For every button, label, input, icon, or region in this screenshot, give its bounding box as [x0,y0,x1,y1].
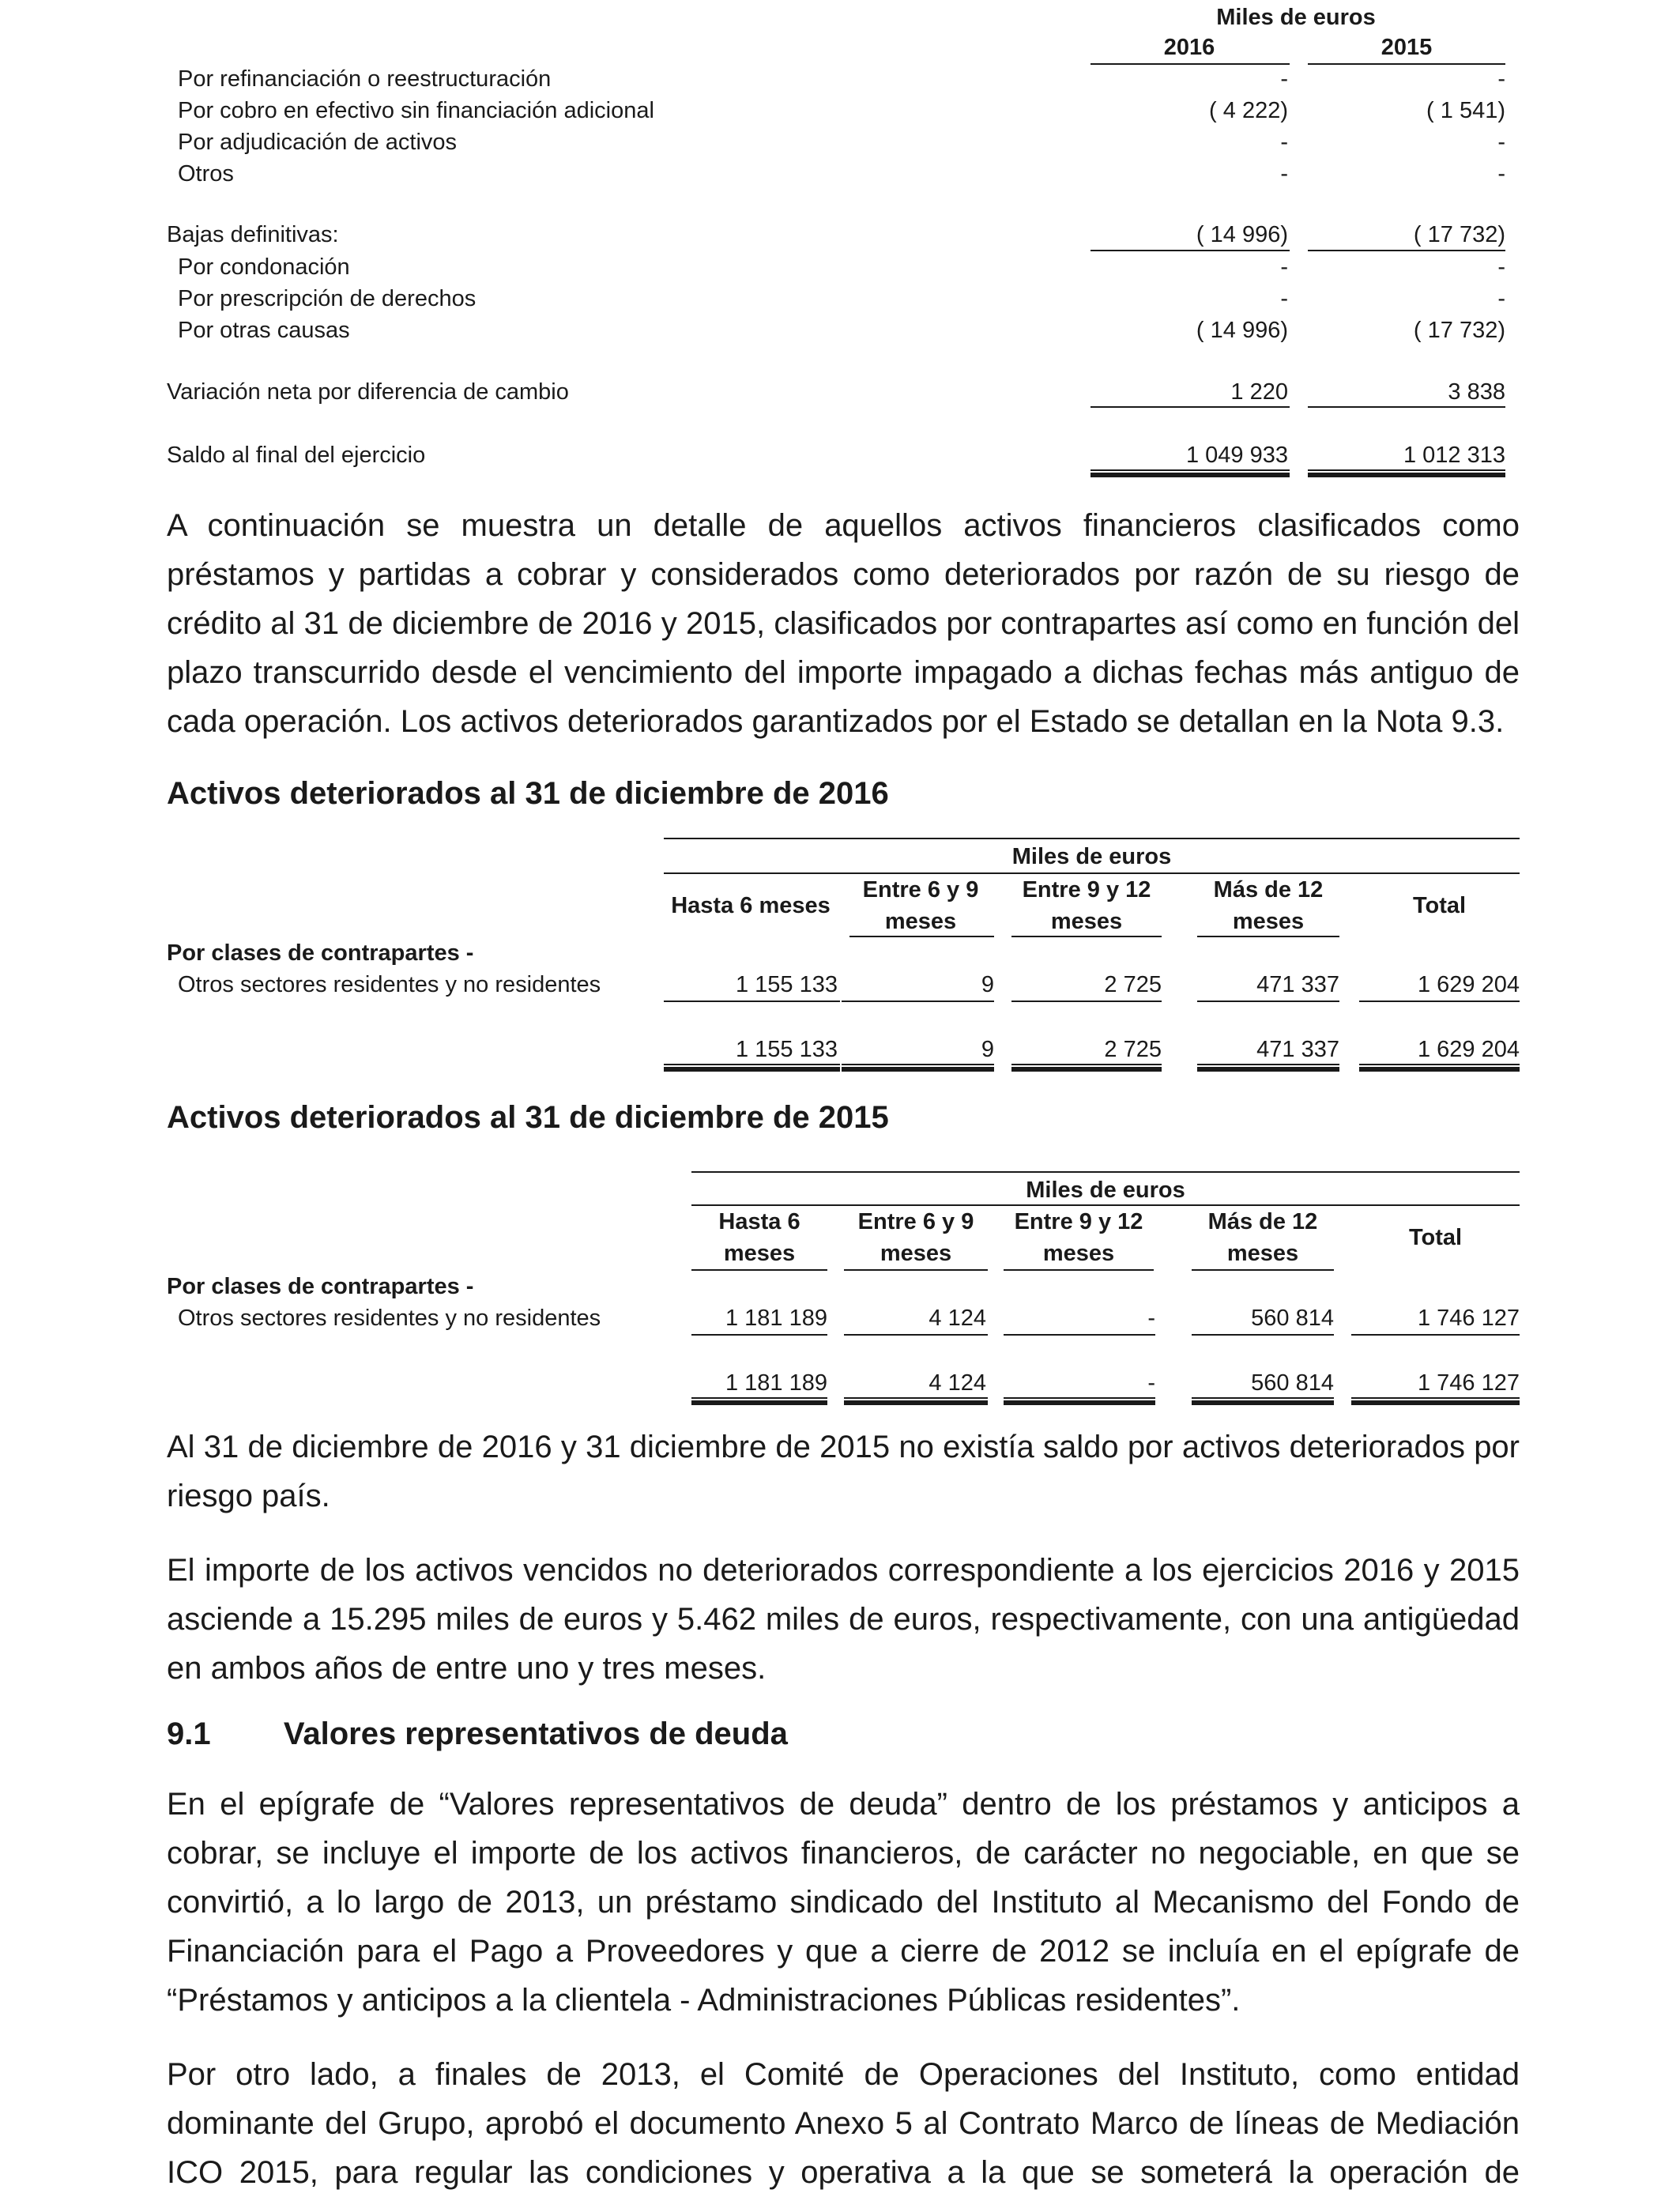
value-2015: - [1497,286,1505,311]
value-2015: ( 17 732) [1413,222,1505,247]
row-label: Por prescripción de derechos [178,286,477,311]
cell-value: 1 629 204 [1417,972,1520,997]
column-header: Hasta 6 meses [671,893,831,918]
value-2016: 1 049 933 [1185,443,1288,468]
section-number: 9.1 [167,1717,211,1751]
row-label: Por condonación [178,254,350,280]
cell-value: 1 181 189 [725,1306,827,1331]
value-2015: - [1497,254,1505,280]
table-title: Activos deteriorados al 31 de diciembre de 2015 [167,1100,889,1135]
section-label: Por clases de contrapartes - [167,1274,474,1299]
value-2016: ( 14 996) [1196,222,1288,247]
total-value: 2 725 [1104,1037,1162,1062]
value-2015: 1 012 313 [1403,443,1505,468]
row-label: Por cobro en efectivo sin financiación adicional [178,98,654,123]
value-2015: ( 1 541) [1426,98,1505,123]
value-2015: - [1497,161,1505,187]
column-header: Entre 9 y 12 meses [1014,1209,1143,1266]
column-header: Hasta 6 meses [718,1209,800,1266]
total-value: 1 629 204 [1417,1037,1520,1062]
total-value: 471 337 [1256,1037,1339,1062]
currency-label: Miles de euros [1011,844,1172,869]
section-label: Por clases de contrapartes - [167,940,474,966]
cell-value: 471 337 [1256,972,1339,997]
column-header-2015: 2015 [1381,35,1433,60]
cell-value: - [1147,1306,1155,1331]
column-header: Total [1408,1225,1463,1250]
paragraph: Por otro lado, a finales de 2013, el Comité de Operaciones del Instituto, como entidad dominante del Grupo, aprobó el documento Anexo 5 al Contrato Marco de líneas de Mediación ICO 2015, para regular las condiciones y operativa a la que se someterá la operación de [167,2057,1520,2190]
section-title: Valores representativos de deuda [283,1717,788,1751]
column-header: Entre 9 y 12 meses [1022,877,1151,934]
cell-value: 2 725 [1104,972,1162,997]
total-value: 4 124 [929,1370,986,1396]
paragraph: En el epígrafe de “Valores representativos de deuda” dentro de los préstamos y anticipos a cobrar, se incluye el importe de los activos financieros, de carácter no negociable, en que se convirtió, a lo largo de 2013, un préstamo sindicado del Instituto al Mecanismo del Fondo de Financiación para el Pago a Proveedores y que a cierre de 2012 se incluía en el epígrafe de “Préstamos y anticipos a la clientela - Administraciones Públicas residentes”. [167,1787,1520,2018]
paragraph: El importe de los activos vencidos no deteriorados correspondiente a los ejercicios 2016 y 2015 asciende a 15.295 miles de euros y 5.462 miles de euros, respectivamente, con una antigüedad en ambos años de entre uno y tres meses. [167,1553,1520,1686]
cell-value: 1 155 133 [735,972,838,997]
row-label: Por refinanciación o reestructuración [178,66,552,92]
currency-label: Miles de euros [1026,1178,1185,1203]
value-2016: 1 220 [1230,379,1288,405]
value-2016: ( 14 996) [1196,318,1288,343]
total-value: 1 181 189 [725,1370,827,1396]
total-value: 1 155 133 [735,1037,838,1062]
value-2016: - [1280,66,1288,92]
cell-value: 560 814 [1251,1306,1334,1331]
paragraph: A continuación se muestra un detalle de aquellos activos financieros clasificados como préstamos y partidas a cobrar y considerados como deteriorados por razón de su riesgo de crédito al 31 de diciembre de 2016 y 2015, clasificados por contrapartes así como en función del plazo transcurrido desde el vencimiento del importe impagado a dichas fechas más antiguo de cada operación. Los activos deteriorados garantizados por el Estado se detallan en la Nota 9.3. [167,508,1520,739]
value-2016: - [1280,130,1288,155]
column-header: Más de 12 meses [1207,1209,1318,1266]
column-header-2016: 2016 [1163,35,1215,60]
row-label: Por adjudicación de activos [178,130,458,155]
value-2016: - [1280,286,1288,311]
table-title: Activos deteriorados al 31 de diciembre de 2016 [167,776,889,811]
total-value: - [1147,1370,1155,1396]
section-heading [167,1717,788,1752]
row-label: Otros sectores residentes y no residentes [178,972,601,997]
cell-value: 9 [981,972,994,997]
cell-value: 4 124 [929,1306,986,1331]
value-2016: - [1280,254,1288,280]
paragraph: Al 31 de diciembre de 2016 y 31 diciembre de 2015 no existía saldo por activos deteriorados por riesgo país. [167,1430,1520,1513]
row-label: Otros sectores residentes y no residentes [178,1306,601,1331]
column-header: Más de 12 meses [1213,877,1324,934]
value-2016: - [1280,161,1288,187]
cell-value: 1 746 127 [1417,1306,1520,1331]
row-label: Saldo al final del ejercicio [167,443,426,468]
value-2016: ( 4 222) [1209,98,1288,123]
value-2015: - [1497,130,1505,155]
total-value: 560 814 [1251,1370,1334,1396]
column-header: Entre 6 y 9 meses [862,877,979,934]
total-value: 1 746 127 [1417,1370,1520,1396]
row-label: Variación neta por diferencia de cambio [167,379,569,405]
row-label: Por otras causas [178,318,350,343]
row-label: Bajas definitivas: [167,222,339,247]
column-header: Entre 6 y 9 meses [857,1209,974,1266]
total-value: 9 [981,1037,994,1062]
row-label: Otros [178,161,234,187]
column-header: Total [1412,893,1467,918]
currency-label: Miles de euros [1216,5,1376,30]
value-2015: ( 17 732) [1413,318,1505,343]
value-2015: - [1497,66,1505,92]
value-2015: 3 838 [1448,379,1505,405]
